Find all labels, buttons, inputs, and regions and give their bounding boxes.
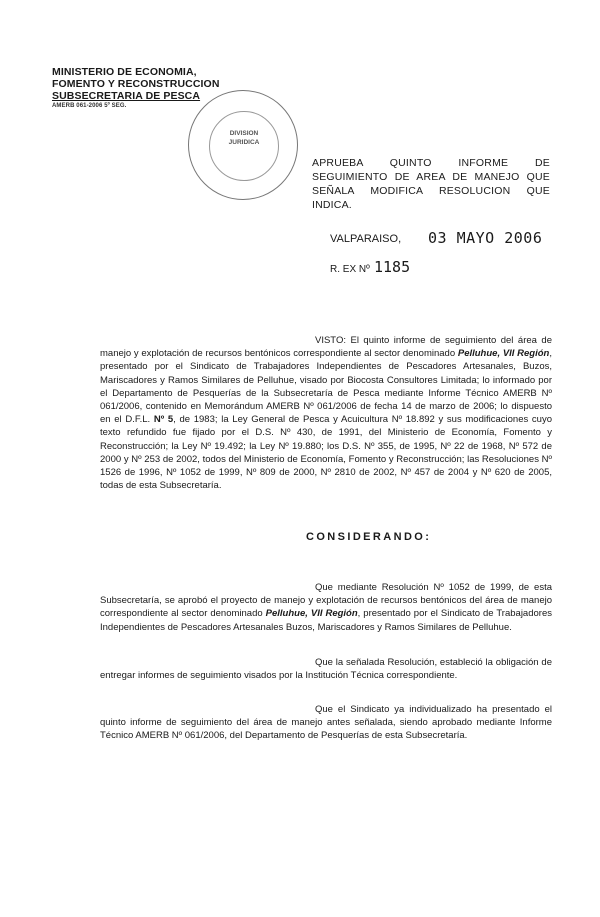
considerando-2: Que la señalada Resolución, estableció la obligación de entregar informes de seguimiento visados por la Institución Técnica correspondiente. — [100, 657, 552, 682]
stamp-line-1: DIVISION — [229, 130, 259, 137]
visto-bold-2: Nº 5 — [153, 414, 174, 426]
visto-paragraph — [100, 334, 552, 492]
c1-text-2: , presentado por el Sindicato de Trabajadores Independientes de Pescadores Artesanales Buzos, Mariscadores y Ramos Similares de Pelluhue. — [100, 608, 552, 633]
visto-bold-1: Pelluhue, VII Región — [457, 348, 550, 360]
visto-text-2: , presentado por el Sindicato de Trabajadores Independientes de Pescadores Artesanales, Buzos, Mariscadores y Ramos Similares de Pelluhue, visado por Biocosta Consultores Limitada; lo informado por el Departamento de Pesquerías de la Subsecretaría de Pesca mediante Informe Técnico AMERB Nº 061/2006, contenido en Memorándum AMERB Nº 061/2006 de fecha 14 de marzo de 2006; lo dispuesto en el D.F.L. — [100, 348, 552, 426]
title-line-1: APRUEBA QUINTO INFORME DE — [312, 157, 550, 169]
title-line-2: SEGUIMIENTO DE AREA DE MANEJO QUE — [312, 171, 550, 183]
stamp-text — [219, 129, 269, 147]
visto-text-1: El quinto informe de seguimiento del área de manejo y explotación de recursos bentónicos correspondiente al sector denominado — [100, 335, 552, 360]
ministry-line-3: SUBSECRETARIA DE PESCA — [52, 90, 201, 102]
ministry-line-4: AMERB 061-2006 5º SEG. — [52, 103, 127, 109]
date-stamp: 03 MAYO 2006 — [428, 229, 543, 247]
title-line-3: SEÑALA MODIFICA RESOLUCION QUE INDICA. — [312, 185, 550, 211]
c1-text-1: Que mediante Resolución Nº 1052 de 1999, de esta Subsecretaría, se aprobó el proyecto de manejo y explotación de recursos bentónicos del área de manejo correspondiente al sector denominado — [100, 582, 552, 620]
stamp-line-2: JURIDICA — [228, 139, 260, 146]
rex-label: R. EX Nº — [330, 264, 370, 275]
considerando-heading: CONSIDERANDO: — [306, 531, 432, 543]
ministry-line-1: MINISTERIO DE ECONOMIA, — [52, 66, 197, 78]
ministry-header — [52, 66, 220, 110]
place: VALPARAISO, — [330, 233, 402, 245]
visto-lead: VISTO: — [315, 335, 346, 346]
considerando-1 — [100, 581, 552, 634]
division-juridica-stamp — [188, 90, 298, 200]
c1-bold-1: Pelluhue, VII Región — [265, 608, 358, 620]
considerando-3: Que el Sindicato ya individualizado ha presentado el quinto informe de seguimiento del área de manejo antes señalada, siendo aprobado mediante Informe Técnico AMERB Nº 061/2006, del Departamento de Pesquerías de esta Subsecretaría. — [100, 704, 552, 742]
rex-number: 1185 — [374, 258, 411, 276]
visto-text-3: , de 1983; la Ley General de Pesca y Acuicultura Nº 18.892 y sus modificaciones cuyo texto refundido fue fijado por el D.S. Nº 430, de 1991, del Ministerio de Economía, Fomento y Reconstrucción; la Ley Nº 19.492; la Ley Nº 19.880; los D.S. Nº 355, de 1995, Nº 22 de 1968, Nº 572 de 2000 y Nº 253 de 2002, todos del Ministerio de Economía, Fomento y Reconstrucción; las Resoluciones Nº 1526 de 1996, Nº 1052 de 1999, Nº 809 de 2000, Nº 2810 de 2002, Nº 457 de 2004 y Nº 620 de 2005, todas de esta Subsecretaría. — [100, 414, 552, 492]
resolution-title — [312, 156, 550, 212]
ministry-line-2: FOMENTO Y RECONSTRUCCION — [52, 78, 220, 90]
